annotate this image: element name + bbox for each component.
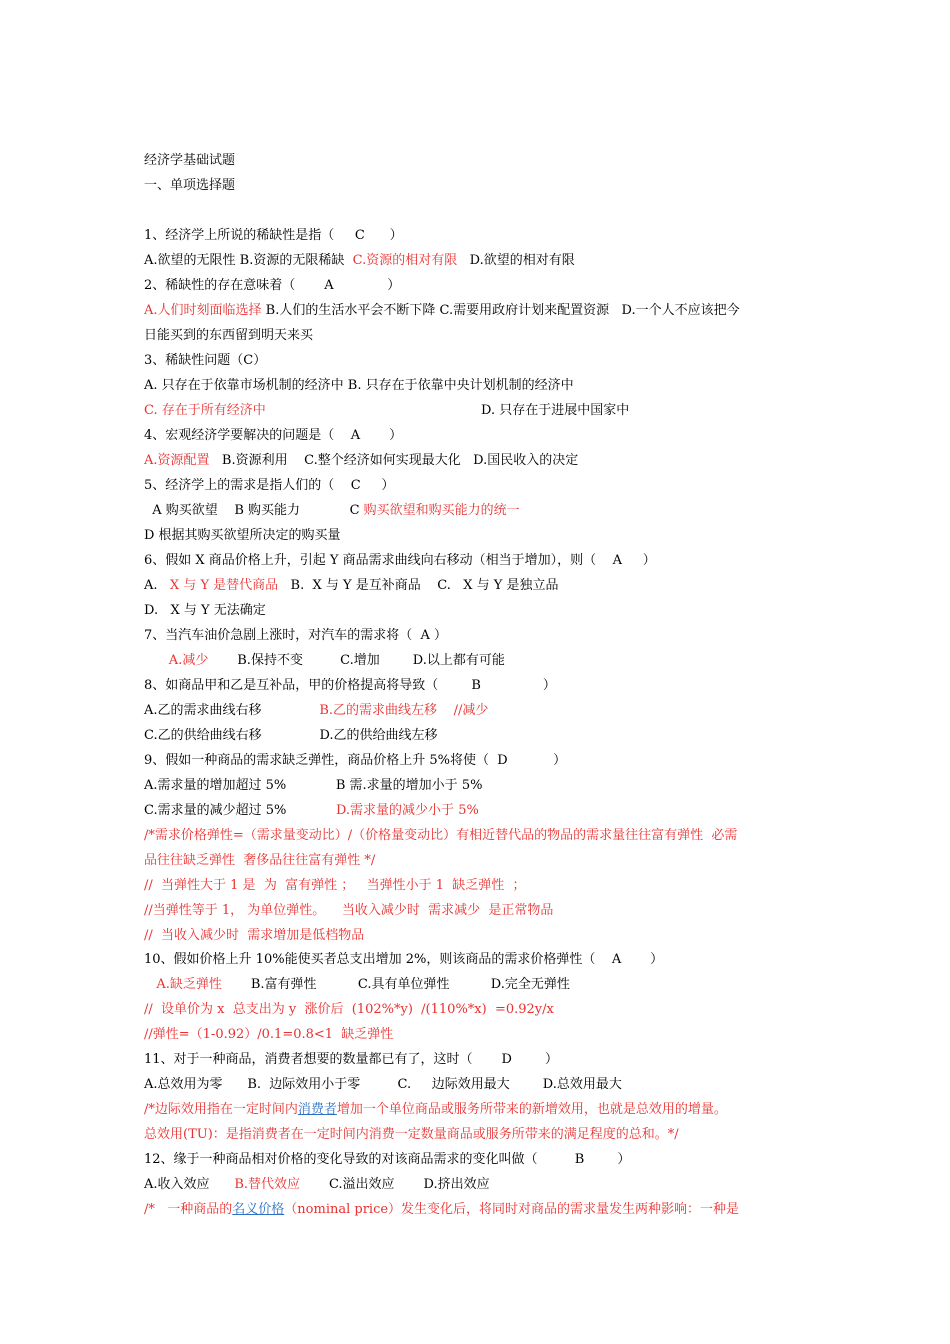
q6-option-a-label: A.	[144, 578, 170, 593]
q9-note-4: //当弹性等于 1， 为单位弹性。 当收入减少时 需求减少 是正常物品	[144, 903, 554, 918]
q9-options-ab: A.需求量的增加超过 5% B 需.求量的增加小于 5%	[144, 778, 483, 793]
q7-answer: A.减少	[144, 653, 209, 668]
doc-title: 经济学基础试题	[144, 153, 236, 168]
q2-options-rest: B.人们的生活水平会不断下降 C.需要用政府计划来配置资源 D.一个人不应该把今	[261, 303, 740, 318]
q11-options: A.总效用为零 B. 边际效用小于零 C. 边际效用最大 D.总效用最大	[144, 1077, 622, 1092]
q3-stem: 3、稀缺性问题（C）	[144, 353, 267, 368]
q8-options	[144, 701, 488, 721]
q1-stem: 1、经济学上所说的稀缺性是指（ C ）	[144, 228, 403, 243]
section-heading: 一、单项选择题	[144, 178, 236, 193]
q11-note-1	[144, 1100, 727, 1120]
q11-note-1-post: 增加一个单位商品或服务所带来的新增效用，也就是总效用的增量。	[336, 1102, 727, 1117]
q11-note-1-pre: /*边际效用指在一定时间内	[144, 1102, 298, 1117]
q5-option-d: D 根据其购买欲望所决定的购买量	[144, 528, 341, 543]
q6-options-rest: B. X 与 Y 是互补商品 C. X 与 Y 是独立品	[278, 578, 559, 593]
q11-note-2: 总效用(TU)：是指消费者在一定时间内消费一定数量商品或服务所带来的满足程度的总和。*/	[144, 1127, 679, 1142]
q10-options	[144, 975, 570, 995]
q6-options	[144, 576, 559, 596]
q1-options	[144, 251, 575, 271]
q12-note-post: （nominal price）发生变化后，将同时对商品的需求量发生两种影响：一种是	[284, 1202, 740, 1217]
q5-options-ab: A 购买欲望 B 购买能力 C	[144, 503, 364, 518]
q12-note	[144, 1200, 739, 1220]
q3-options-ab: A. 只存在于依靠市场机制的经济中 B. 只存在于依靠中央计划机制的经济中	[144, 378, 574, 393]
q2-options	[144, 301, 740, 321]
q7-stem: 7、当汽车油价急剧上涨时，对汽车的需求将（ A ）	[144, 628, 448, 643]
q4-stem: 4、宏观经济学要解决的问题是（ A ）	[144, 428, 403, 443]
q8-option-a: A.乙的需求曲线右移	[144, 703, 320, 718]
q6-answer: X 与 Y 是替代商品	[169, 578, 279, 593]
q8-answer: B.乙的需求曲线左移 //减少	[319, 703, 489, 718]
q7-options	[144, 651, 505, 671]
q9-option-c: C.需求量的减少超过 5%	[144, 803, 336, 818]
q10-answer: A.缺乏弹性	[144, 977, 222, 992]
q12-option-a: A.收入效应	[144, 1177, 235, 1192]
q10-note-2: //弹性=（1-0.92）/0.1=0.8<1 缺乏弹性	[144, 1027, 394, 1042]
q9-options-cd	[144, 801, 479, 821]
q2-answer: A.人们时刻面临选择	[144, 303, 262, 318]
q2-stem: 2、稀缺性的存在意味着（ A ）	[144, 278, 401, 293]
q12-options-rest: C.溢出效应 D.挤出效应	[300, 1177, 490, 1192]
q9-stem: 9、假如一种商品的需求缺乏弹性，商品价格上升 5%将使（ D ）	[144, 753, 567, 768]
q3-option-d: D. 只存在于进展中国家中	[481, 403, 630, 418]
q6-stem: 6、假如 X 商品价格上升，引起 Y 商品需求曲线向右移动（相当于增加），则（ A ）	[144, 553, 656, 568]
q9-answer: D.需求量的减少小于 5%	[335, 803, 479, 818]
q5-stem: 5、经济学上的需求是指人们的（ C ）	[144, 478, 395, 493]
q1-options-ab: A.欲望的无限性 B.资源的无限稀缺	[144, 253, 353, 268]
q12-options	[144, 1175, 490, 1195]
q7-options-rest: B.保持不变 C.增加 D.以上都有可能	[208, 653, 505, 668]
consumer-link[interactable]: 消费者	[297, 1102, 337, 1117]
q12-answer: B.替代效应	[234, 1177, 301, 1192]
q8-options-cd: C.乙的供给曲线右移 D.乙的供给曲线左移	[144, 728, 438, 743]
q10-options-rest: B.富有弹性 C.具有单位弹性 D.完全无弹性	[221, 977, 570, 992]
q4-options	[144, 451, 578, 471]
q8-stem: 8、如商品甲和乙是互补品，甲的价格提高将导致（ B ）	[144, 678, 556, 693]
q5-answer: 购买欲望和购买能力的统一	[363, 503, 520, 518]
q2-options-cont: 日能买到的东西留到明天来买	[144, 328, 314, 343]
q11-stem: 11、对于一种商品，消费者想要的数量都已有了，这时（ D ）	[144, 1052, 558, 1067]
q6-option-d: D. X 与 Y 无法确定	[144, 603, 266, 618]
q3-answer: C. 存在于所有经济中	[144, 403, 266, 418]
q1-answer: C.资源的相对有限	[352, 253, 458, 268]
q4-answer: A.资源配置	[144, 453, 210, 468]
nominal-price-link[interactable]: 名义价格	[232, 1202, 285, 1217]
q4-options-rest: B.资源利用 C.整个经济如何实现最大化 D.国民收入的决定	[209, 453, 579, 468]
q5-options	[144, 501, 520, 521]
q12-note-pre: /* 一种商品的	[144, 1202, 233, 1217]
q10-stem: 10、假如价格上升 10%能使买者总支出增加 2%，则该商品的需求价格弹性（ A ）	[144, 952, 664, 967]
q9-note-3: // 当弹性大于 1 是 为 富有弹性 ； 当弹性小于 1 缺乏弹性 ；	[144, 878, 526, 893]
q12-stem: 12、缘于一种商品相对价格的变化导致的对该商品需求的变化叫做（ B ）	[144, 1152, 631, 1167]
q9-note-5: // 当收入减少时 需求增加是低档物品	[144, 928, 365, 943]
q9-note-1: /*需求价格弹性=（需求量变动比）/（价格量变动比）有相近替代品的物品的需求量往往富有弹性 必需	[144, 828, 738, 843]
q9-note-2: 品往往缺乏弹性 奢侈品往往富有弹性 */	[144, 853, 376, 868]
q10-note-1: // 设单价为 x 总支出为 y 涨价后 (102%*y) /(110%*x) =0.92y/x	[144, 1002, 554, 1017]
q1-option-d: D.欲望的相对有限	[457, 253, 575, 268]
